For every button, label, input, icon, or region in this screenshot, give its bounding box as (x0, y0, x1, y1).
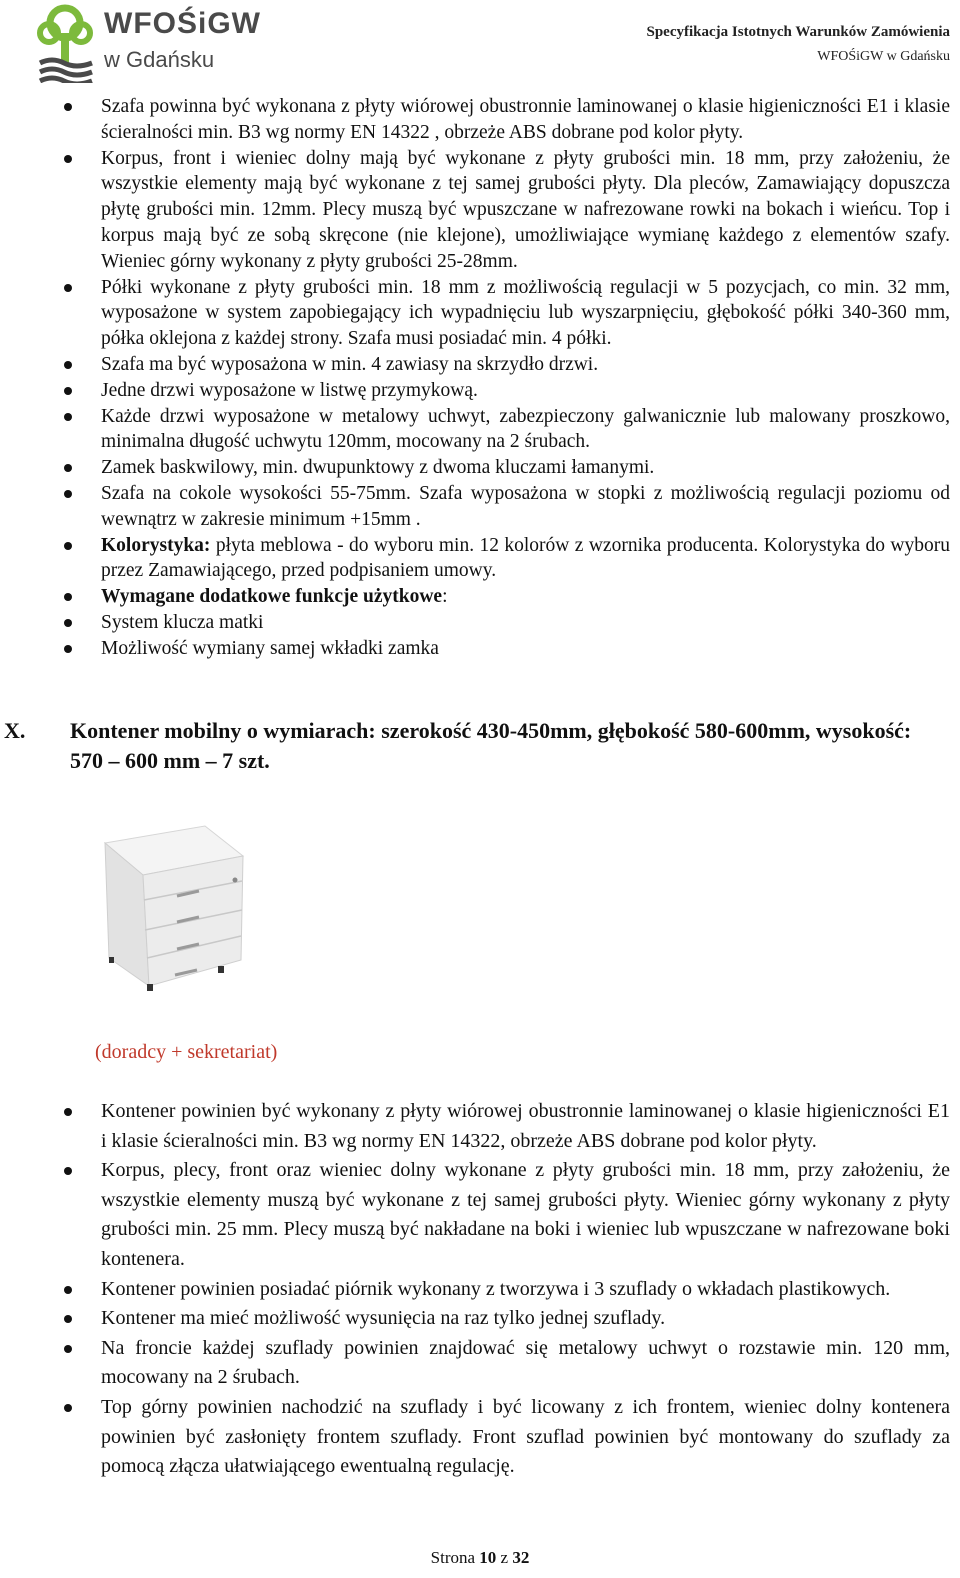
list-item-text: Szafa powinna być wykonana z płyty wiórowej obustronnie laminowanej o klasie higieniczności E1 i klasie ścieralności min. B3 wg normy EN 14322 , obrzeże ABS dobrane pod kolor płyty. (101, 96, 950, 143)
bullet-icon (64, 542, 72, 550)
page-header (0, 0, 960, 90)
list-item-text: Korpus, front i wieniec dolny mają być wykonane z płyty grubości min. 18 mm, przy założeniu, że wszystkie elementy mają być wykonane z tej samej grubości płyty. Dla pleców, Zamawiający dopuszcza płytę grubości min. 12mm. Plecy muszą być wpuszczane w nafrezowane rowki na bokach i wieńcu. Top i korpus mają być ze sobą skręcone (nie klejone), umożliwiające wymianę każdego z elementów szafy. Wieniec górny wykonany z płyty grubości 25-28mm. (101, 147, 950, 272)
list-item (0, 1334, 960, 1393)
bullet-icon (64, 413, 72, 421)
bullet-icon (64, 1286, 72, 1294)
bullet-icon (64, 1315, 72, 1323)
list-item-text: Korpus, plecy, front oraz wieniec dolny wykonane z płyty grubości min. 18 mm, przy założeniu, że wszystkie elementy muszą być wykonane z tej samej grubości płyty. Wieniec górny wykonany z płyty grubości min. 25 mm. Plecy muszą być nakładane na boki i wieniec lub wpuszczane w nafrezowane boki kontenera. (101, 1159, 950, 1270)
wardrobe-spec-list (0, 94, 960, 662)
section-number: X. (4, 718, 26, 743)
list-item-text: System klucza matki (101, 611, 264, 633)
list-item (0, 584, 960, 610)
list-item-text: Na froncie każdej szuflady powinien znajdować się metalowy uchwyt o rozstawie min. 120 mm, mocowany na 2 śrubach. (101, 1336, 950, 1389)
list-item-bold: Wymagane dodatkowe funkcje użytkowe (101, 586, 443, 608)
list-item (0, 1304, 960, 1334)
bullet-icon (64, 387, 72, 395)
bullet-icon (64, 103, 72, 111)
list-item (0, 1393, 960, 1482)
list-item-text: Kontener ma mieć możliwość wysunięcia na raz tylko jednej szuflady. (101, 1307, 666, 1330)
list-item-text: Top górny powinien nachodzić na szuflady i być licowany z ich frontem, wieniec dolny kontenera powinien być zasłonięty frontem szuflady. Front szuflad powinien być montowany do szuflady za pomocą złącza ułatwiającego ewentualną regulację. (101, 1395, 950, 1478)
list-item-bold: Kolorystyka: (101, 534, 211, 556)
list-item-text: Możliwość wymiany samej wkładki zamka (101, 637, 439, 659)
list-item-text: Półki wykonane z płyty grubości min. 18 mm z możliwością regulacji w 5 pozycjach, co min. 32 mm, wyposażone w system zapobiegający ich wypadnięciu lub wyszarpnięciu, głębokość półki 340-360 mm, półka oklejona z każdej strony. Szafa musi posiadać min. 4 półki. (101, 276, 950, 350)
header-right (646, 24, 950, 65)
list-item (0, 481, 960, 533)
list-item-text: Szafa ma być wyposażona w min. 4 zawiasy na skrzydło drzwi. (101, 353, 599, 375)
section-title: Kontener mobilny o wymiarach: szerokość 430-450mm, głębokość 580-600mm, wysokość: 570 – 600 mm – 7 szt. (70, 718, 912, 773)
bullet-icon (64, 361, 72, 369)
list-item (0, 455, 960, 481)
bullet-icon (64, 464, 72, 472)
bullet-icon (64, 1167, 72, 1175)
document-title: Specyfikacja Istotnych Warunków Zamówienia (646, 24, 950, 40)
list-item-text: Kontener powinien być wykonany z płyty wiórowej obustronnie laminowanej o klasie higieniczności E1 i klasie ścieralności min. B3 wg normy EN 14322, obrzeże ABS dobrane pod kolor płyty. (101, 1100, 950, 1152)
document-subtitle: WFOŚiGW w Gdańsku (817, 49, 950, 64)
list-item (0, 533, 960, 585)
list-item (0, 146, 960, 275)
bullet-icon (64, 284, 72, 292)
page-number: 10 (479, 1548, 497, 1567)
page-separator: z (496, 1548, 513, 1567)
bullet-icon (64, 645, 72, 653)
list-item (0, 404, 960, 456)
list-item-text: Każde drzwi wyposażone w metalowy uchwyt, zabezpieczony galwanicznie lub malowany proszkowo, minimalna długość uchwytu 120mm, mocowany na 2 śrubach. (101, 405, 950, 453)
list-item (0, 275, 960, 352)
list-item (0, 1275, 960, 1305)
page-label: Strona (430, 1548, 480, 1567)
list-item (0, 94, 960, 146)
image-caption: (doradcy + sekretariat) (95, 1041, 278, 1063)
list-item-text: Jedne drzwi wyposażone w listwę przymykową. (101, 379, 478, 401)
list-item (0, 636, 960, 662)
list-item-text: płyta meblowa - do wyboru min. 12 kolorów z wzornika producenta. Kolorystyka do wyboru przez Zamawiającego, przed podpisaniem umowy. (101, 534, 950, 582)
bullet-icon (64, 619, 72, 627)
tree-logo-icon (34, 3, 100, 83)
list-item (0, 610, 960, 636)
list-item-text: Zamek baskwilowy, min. dwupunktowy z dwoma kluczami łamanymi. (101, 457, 655, 479)
bullet-icon (64, 155, 72, 163)
pedestal-spec-list (0, 1097, 960, 1482)
page-total: 32 (512, 1548, 530, 1567)
list-item-text: Szafa na cokole wysokości 55-75mm. Szafa wyposażona w stopki z możliwością regulacji poziomu od wewnątrz w zakresie minimum +15mm . (101, 482, 950, 530)
list-item (0, 352, 960, 378)
logo-text-main: WFOŚiGW (104, 7, 261, 40)
list-item-text: Kontener powinien posiadać piórnik wykonany z tworzywa i 3 szuflady o wkładach plastikowych. (101, 1277, 891, 1300)
bullet-icon (64, 1404, 72, 1412)
bullet-icon (64, 490, 72, 498)
list-item (0, 1156, 960, 1274)
list-item (0, 1097, 960, 1156)
bullet-icon (64, 1108, 72, 1116)
bullet-icon (64, 1345, 72, 1353)
bullet-icon (64, 593, 72, 601)
logo-text-city: w Gdańsku (104, 47, 215, 72)
list-item (0, 378, 960, 404)
page-footer (0, 1548, 960, 1568)
wfosigw-logo (34, 3, 264, 83)
mobile-pedestal-image (95, 818, 255, 993)
list-item-text: : (442, 586, 448, 608)
